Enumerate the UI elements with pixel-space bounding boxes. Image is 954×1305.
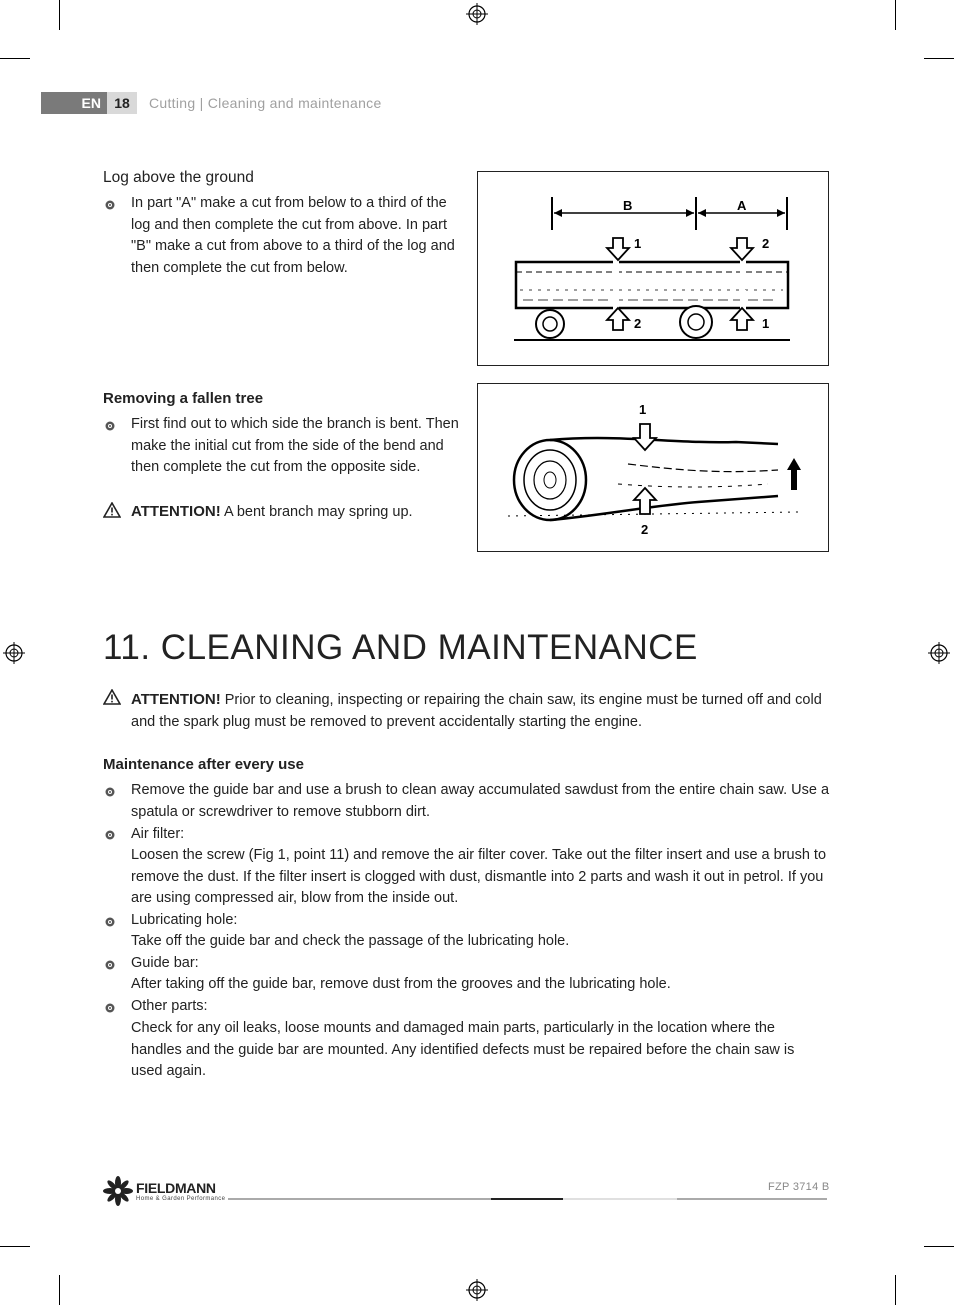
bullet-icon — [104, 420, 116, 432]
header-section-title: Cutting | Cleaning and maintenance — [149, 95, 382, 111]
fieldmann-logo-icon — [103, 1176, 133, 1206]
crop-mark — [0, 1246, 30, 1247]
figure-fallen-tree — [477, 383, 829, 552]
figure-label: 1 — [634, 236, 642, 251]
list-item-title: Lubricating hole: — [131, 912, 238, 928]
crop-mark — [924, 1246, 954, 1247]
registration-mark-icon — [466, 1279, 488, 1301]
section-heading — [103, 628, 698, 668]
crop-mark — [59, 1275, 60, 1305]
language-tag: EN — [41, 92, 107, 114]
attention-text: A bent branch may spring up. — [220, 504, 413, 520]
fallen-tree-diagram — [478, 384, 828, 551]
warning-icon — [103, 502, 121, 518]
attention-label: ATTENTION! — [131, 691, 221, 708]
section-title: CLEANING AND MAINTENANCE — [160, 628, 698, 667]
fallen-tree-text: First find out to which side the branch is bent. Then make the initial cut from the side of the bend and then complete the cut from the opposite side. — [131, 416, 459, 475]
figure-log-above-ground — [477, 171, 829, 366]
registration-mark-icon — [466, 3, 488, 25]
registration-mark-icon — [3, 642, 25, 664]
section-attention — [131, 689, 831, 733]
bullet-icon — [104, 829, 116, 841]
log-cut-diagram — [478, 172, 828, 365]
attention-label: ATTENTION! — [131, 503, 221, 520]
list-item-title: Guide bar: — [131, 955, 199, 971]
list-item: Take off the guide bar and check the passage of the lubricating hole. — [131, 933, 570, 949]
footer-rule — [491, 1198, 563, 1200]
attention-text: Prior to cleaning, inspecting or repairing the chain saw, its engine must be turned off and cold and the spark plug must be removed to prevent accidentally starting the engine. — [131, 692, 822, 730]
figure-label-a: A — [737, 198, 747, 213]
log-above-ground-heading: Log above the ground — [103, 169, 254, 186]
crop-mark — [924, 58, 954, 59]
bullet-icon — [104, 1002, 116, 1014]
fallen-tree-heading: Removing a fallen tree — [103, 390, 264, 407]
bullet-icon — [104, 199, 116, 211]
footer-rule — [563, 1198, 677, 1200]
page-number: 18 — [114, 95, 130, 111]
bullet-icon — [104, 916, 116, 928]
list-item-title: Other parts: — [131, 998, 208, 1014]
list-item: Loosen the screw (Fig 1, point 11) and remove the air filter cover. Take out the filter insert and use a brush to remove the dust. If the filter insert is clogged with dust, dismantle into 2 parts and wash it out in petrol. If you are using compressed air, blow from the inside out. — [131, 847, 827, 906]
list-item: After taking off the guide bar, remove dust from the grooves and the lubricating hole. — [131, 976, 671, 992]
figure-label: 2 — [634, 316, 642, 331]
log-above-ground-text: In part "A" make a cut from below to a third of the log and then complete the cut from above. In part "B" make a cut from above to a third of the log and then complete the cut from below. — [131, 195, 455, 276]
section-number: 11. — [103, 628, 151, 667]
fallen-tree-attention — [131, 501, 461, 524]
crop-mark — [895, 0, 896, 30]
crop-mark — [0, 58, 30, 59]
bullet-icon — [104, 786, 116, 798]
brand-tagline: Home & Garden Performance — [136, 1196, 226, 1202]
figure-label-b: B — [623, 198, 633, 213]
list-item-title: Air filter: — [131, 826, 185, 842]
crop-mark — [59, 0, 60, 30]
list-item: Remove the guide bar and use a brush to clean away accumulated sawdust from the entire chain saw. Use a spatula or screwdriver to remove stubborn dirt. — [131, 782, 830, 820]
list-item: Check for any oil leaks, loose mounts and damaged main parts, particularly in the location where the handles and the guide bar are mounted. Any identified defects must be repaired before the chain saw is used again. — [131, 1020, 795, 1079]
footer-rule — [677, 1198, 827, 1200]
registration-mark-icon — [928, 642, 950, 664]
footer-rule — [228, 1198, 491, 1200]
model-number: FZP 3714 B — [768, 1181, 830, 1193]
figure-label: 2 — [762, 236, 770, 251]
crop-mark — [895, 1275, 896, 1305]
bullet-icon — [104, 959, 116, 971]
figure-label: 2 — [641, 522, 649, 537]
figure-label: 1 — [762, 316, 770, 331]
maintenance-subheading: Maintenance after every use — [103, 756, 304, 773]
warning-icon — [103, 689, 121, 705]
brand-name: FIELDMANN — [136, 1180, 216, 1196]
figure-label: 1 — [639, 402, 647, 417]
